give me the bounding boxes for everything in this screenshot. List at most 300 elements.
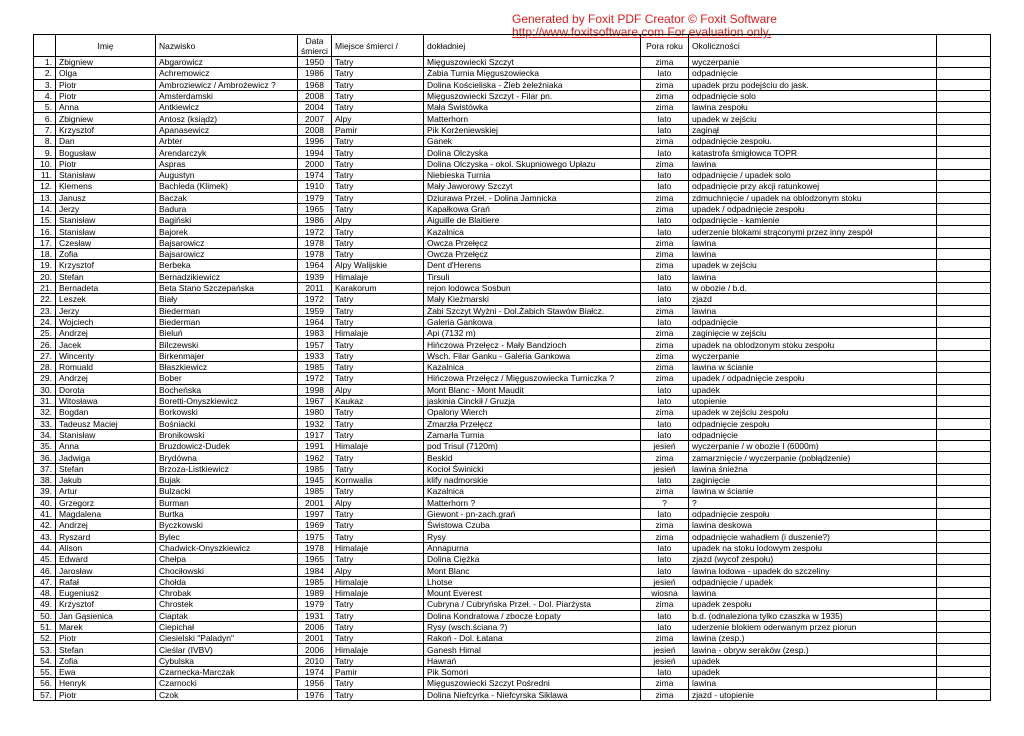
- season-cell: lato: [641, 124, 689, 135]
- row-number-cell: 13.: [34, 192, 56, 203]
- first-name-cell: Piotr: [56, 79, 156, 90]
- row-number-cell: 47.: [34, 576, 56, 587]
- details-cell: Beskid: [424, 452, 641, 463]
- first-name-cell: Zofia: [56, 655, 156, 666]
- circumstances-cell: lawina lodowa - upadek do szczeliny: [689, 565, 937, 576]
- details-cell: klify nadmorskie: [424, 474, 641, 485]
- details-cell: Rakoń - Dol. Łatana: [424, 633, 641, 644]
- place-cell: Himalaje: [332, 271, 424, 282]
- details-cell: Matterhorn: [424, 113, 641, 124]
- circumstances-cell: lawina: [689, 587, 937, 598]
- row-number-cell: 15.: [34, 215, 56, 226]
- place-cell: Tatry: [332, 249, 424, 260]
- extra-cell: [937, 271, 991, 282]
- extra-cell: [937, 508, 991, 519]
- table-row: [34, 57, 991, 68]
- row-number-cell: 16.: [34, 226, 56, 237]
- row-number-cell: 34.: [34, 429, 56, 440]
- surname-cell: Bajsarowicz: [156, 237, 298, 248]
- row-number-cell: 32.: [34, 407, 56, 418]
- season-cell: lato: [641, 474, 689, 485]
- circumstances-cell: lawina: [689, 271, 937, 282]
- extra-cell: [937, 474, 991, 485]
- first-name-cell: Zbigniew: [56, 113, 156, 124]
- place-cell: Kornwalia: [332, 474, 424, 485]
- row-number-cell: 3.: [34, 79, 56, 90]
- season-cell: lato: [641, 610, 689, 621]
- extra-cell: [937, 452, 991, 463]
- place-cell: Himalaje: [332, 644, 424, 655]
- first-name-cell: Zbigniew: [56, 57, 156, 68]
- row-number-cell: 19.: [34, 260, 56, 271]
- place-cell: Tatry: [332, 621, 424, 632]
- season-cell: jesień: [641, 576, 689, 587]
- circumstances-cell: odpadnięcie: [689, 316, 937, 327]
- season-cell: ?: [641, 497, 689, 508]
- details-cell: Mała Świstówka: [424, 102, 641, 113]
- details-cell: Żabi Szczyt Wyżni - Dol.Żabich Stawów Białcz.: [424, 305, 641, 316]
- surname-cell: Boretti-Onyszkiewicz: [156, 395, 298, 406]
- table-row: [34, 576, 991, 587]
- extra-cell: [937, 226, 991, 237]
- row-number-cell: 25.: [34, 328, 56, 339]
- surname-cell: Amsterdamski: [156, 90, 298, 101]
- place-cell: Tatry: [332, 226, 424, 237]
- table-row: [34, 610, 991, 621]
- season-cell: lato: [641, 621, 689, 632]
- row-number-cell: 42.: [34, 520, 56, 531]
- details-cell: Kocioł Świnicki: [424, 463, 641, 474]
- extra-cell: [937, 689, 991, 700]
- death-year-cell: 1972: [298, 226, 332, 237]
- header-death-date-line1: Data: [305, 35, 324, 46]
- place-cell: Tatry: [332, 508, 424, 519]
- surname-cell: Beta Stano Szczepańska: [156, 282, 298, 293]
- surname-cell: Apanasewicz: [156, 124, 298, 135]
- first-name-cell: Klemens: [56, 181, 156, 192]
- row-number-cell: 5.: [34, 102, 56, 113]
- details-cell: Rysy: [424, 531, 641, 542]
- extra-cell: [937, 520, 991, 531]
- death-year-cell: 1989: [298, 587, 332, 598]
- details-cell: Zmarzła Przełęcz: [424, 418, 641, 429]
- place-cell: Tatry: [332, 102, 424, 113]
- place-cell: Himalaje: [332, 542, 424, 553]
- death-year-cell: 2000: [298, 158, 332, 169]
- season-cell: zima: [641, 486, 689, 497]
- table-row: [34, 90, 991, 101]
- details-cell: Pik Somori: [424, 667, 641, 678]
- first-name-cell: Artur: [56, 486, 156, 497]
- death-year-cell: 1967: [298, 395, 332, 406]
- details-cell: Hińczowa Przełęcz / Mięguszowiecka Turniczka ?: [424, 373, 641, 384]
- place-cell: Tatry: [332, 350, 424, 361]
- circumstances-cell: odpadnięcie - kamienie: [689, 215, 937, 226]
- place-cell: Tatry: [332, 452, 424, 463]
- first-name-cell: Jarosław: [56, 565, 156, 576]
- place-cell: Tatry: [332, 147, 424, 158]
- row-number-cell: 46.: [34, 565, 56, 576]
- season-cell: zima: [641, 237, 689, 248]
- season-cell: zima: [641, 192, 689, 203]
- place-cell: Tatry: [332, 192, 424, 203]
- circumstances-cell: upadek przu podejściu do jask.: [689, 79, 937, 90]
- table-row: [34, 249, 991, 260]
- table-row: [34, 169, 991, 180]
- season-cell: lato: [641, 429, 689, 440]
- place-cell: Tatry: [332, 520, 424, 531]
- surname-cell: Bruzdowicz-Dudek: [156, 441, 298, 452]
- first-name-cell: Olga: [56, 68, 156, 79]
- death-year-cell: 1979: [298, 599, 332, 610]
- circumstances-cell: katastrofa śmigłowca TOPR: [689, 147, 937, 158]
- place-cell: Alpy: [332, 565, 424, 576]
- table-row: [34, 429, 991, 440]
- first-name-cell: Piotr: [56, 689, 156, 700]
- table-row: [34, 102, 991, 113]
- details-cell: Lhotse: [424, 576, 641, 587]
- row-number-cell: 37.: [34, 463, 56, 474]
- row-number-cell: 49.: [34, 599, 56, 610]
- first-name-cell: Romuald: [56, 362, 156, 373]
- surname-cell: Ciaptak: [156, 610, 298, 621]
- first-name-cell: Eugeniusz: [56, 587, 156, 598]
- first-name-cell: Leszek: [56, 294, 156, 305]
- details-cell: Opalony Wierch: [424, 407, 641, 418]
- place-cell: Alpy: [332, 497, 424, 508]
- death-year-cell: 1965: [298, 203, 332, 214]
- death-year-cell: 1945: [298, 474, 332, 485]
- surname-cell: Burman: [156, 497, 298, 508]
- death-year-cell: 2004: [298, 102, 332, 113]
- first-name-cell: Czesław: [56, 237, 156, 248]
- extra-cell: [937, 260, 991, 271]
- circumstances-cell: odpadnięcie przy akcji ratunkowej: [689, 181, 937, 192]
- first-name-cell: Zofia: [56, 249, 156, 260]
- place-cell: Tatry: [332, 169, 424, 180]
- season-cell: zima: [641, 90, 689, 101]
- season-cell: jesień: [641, 441, 689, 452]
- row-number-cell: 2.: [34, 68, 56, 79]
- death-year-cell: 2001: [298, 497, 332, 508]
- season-cell: zima: [641, 531, 689, 542]
- circumstances-cell: lawina (zesp.): [689, 633, 937, 644]
- row-number-cell: 55.: [34, 667, 56, 678]
- table-row: [34, 531, 991, 542]
- watermark-link[interactable]: http://www.foxitsoftware.com For evaluation only.: [512, 25, 772, 39]
- header-first-name: Imię: [56, 35, 156, 57]
- death-year-cell: 1969: [298, 520, 332, 531]
- place-cell: Alpy Walijskie: [332, 260, 424, 271]
- table-row: [34, 463, 991, 474]
- death-year-cell: 1956: [298, 678, 332, 689]
- circumstances-cell: upadek: [689, 655, 937, 666]
- circumstances-cell: upadek na stoku lodowym zespołu: [689, 542, 937, 553]
- place-cell: Alpy: [332, 384, 424, 395]
- place-cell: Tatry: [332, 136, 424, 147]
- death-year-cell: 1997: [298, 508, 332, 519]
- death-year-cell: 1964: [298, 260, 332, 271]
- first-name-cell: Andrzej: [56, 373, 156, 384]
- circumstances-cell: lawina w ścianie: [689, 486, 937, 497]
- details-cell: Owcza Przełęcz: [424, 249, 641, 260]
- extra-cell: [937, 395, 991, 406]
- extra-cell: [937, 441, 991, 452]
- first-name-cell: Stanisław: [56, 429, 156, 440]
- surname-cell: Antkiewicz: [156, 102, 298, 113]
- first-name-cell: Dan: [56, 136, 156, 147]
- details-cell: Zamarła Turnia: [424, 429, 641, 440]
- death-year-cell: 1917: [298, 429, 332, 440]
- extra-cell: [937, 215, 991, 226]
- circumstances-cell: odpadnięcie wahadłem (i duszenie?): [689, 531, 937, 542]
- circumstances-cell: zamarznięcie / wyczerpanie (pobłądzenie): [689, 452, 937, 463]
- first-name-cell: Henryk: [56, 678, 156, 689]
- table-row: [34, 441, 991, 452]
- season-cell: zima: [641, 158, 689, 169]
- season-cell: zima: [641, 689, 689, 700]
- season-cell: lato: [641, 316, 689, 327]
- table-row: [34, 350, 991, 361]
- table-row: [34, 655, 991, 666]
- death-year-cell: 1968: [298, 79, 332, 90]
- extra-cell: [937, 373, 991, 384]
- header-extra: [937, 35, 991, 57]
- death-year-cell: 1985: [298, 362, 332, 373]
- first-name-cell: Marek: [56, 621, 156, 632]
- season-cell: lato: [641, 294, 689, 305]
- details-cell: Mały Jaworowy Szczyt: [424, 181, 641, 192]
- place-cell: Tatry: [332, 407, 424, 418]
- circumstances-cell: utopienie: [689, 395, 937, 406]
- first-name-cell: Krzysztof: [56, 260, 156, 271]
- details-cell: Niebieska Turnia: [424, 169, 641, 180]
- table-row: [34, 667, 991, 678]
- extra-cell: [937, 655, 991, 666]
- extra-cell: [937, 203, 991, 214]
- surname-cell: Aspras: [156, 158, 298, 169]
- row-number-cell: 14.: [34, 203, 56, 214]
- row-number-cell: 22.: [34, 294, 56, 305]
- row-number-cell: 56.: [34, 678, 56, 689]
- circumstances-cell: odpadnięcie / upadek: [689, 576, 937, 587]
- row-number-cell: 29.: [34, 373, 56, 384]
- row-number-cell: 36.: [34, 452, 56, 463]
- death-year-cell: 1959: [298, 305, 332, 316]
- table-row: [34, 124, 991, 135]
- circumstances-cell: upadek zespołu: [689, 599, 937, 610]
- surname-cell: Abgarowicz: [156, 57, 298, 68]
- first-name-cell: Bogdan: [56, 407, 156, 418]
- death-year-cell: 1965: [298, 554, 332, 565]
- row-number-cell: 24.: [34, 316, 56, 327]
- place-cell: Karakorum: [332, 282, 424, 293]
- first-name-cell: Bogusław: [56, 147, 156, 158]
- surname-cell: Bachleda (Klimek): [156, 181, 298, 192]
- place-cell: Tatry: [332, 339, 424, 350]
- details-cell: Api (7132 m): [424, 328, 641, 339]
- circumstances-cell: zaginięcie w zejściu: [689, 328, 937, 339]
- surname-cell: Baczak: [156, 192, 298, 203]
- surname-cell: Chociłowski: [156, 565, 298, 576]
- first-name-cell: Piotr: [56, 90, 156, 101]
- row-number-cell: 18.: [34, 249, 56, 260]
- first-name-cell: Stefan: [56, 644, 156, 655]
- details-cell: Dolina Kondratowa / zbocze Łopaty: [424, 610, 641, 621]
- surname-cell: Chełpa: [156, 554, 298, 565]
- row-number-cell: 11.: [34, 169, 56, 180]
- row-number-cell: 4.: [34, 90, 56, 101]
- circumstances-cell: zaginął: [689, 124, 937, 135]
- extra-cell: [937, 610, 991, 621]
- table-row: [34, 68, 991, 79]
- place-cell: Alpy: [332, 215, 424, 226]
- extra-cell: [937, 57, 991, 68]
- place-cell: Tatry: [332, 373, 424, 384]
- details-cell: Dolina Olczyska: [424, 147, 641, 158]
- table-row: [34, 678, 991, 689]
- death-year-cell: 1985: [298, 576, 332, 587]
- surname-cell: Bajorek: [156, 226, 298, 237]
- extra-cell: [937, 418, 991, 429]
- details-cell: Kazalnica: [424, 362, 641, 373]
- surname-cell: Chrobak: [156, 587, 298, 598]
- circumstances-cell: wyczerpanie: [689, 57, 937, 68]
- extra-cell: [937, 79, 991, 90]
- table-row: [34, 542, 991, 553]
- table-row: [34, 508, 991, 519]
- death-year-cell: 1932: [298, 418, 332, 429]
- first-name-cell: Ewa: [56, 667, 156, 678]
- place-cell: Tatry: [332, 554, 424, 565]
- death-year-cell: 2008: [298, 124, 332, 135]
- death-year-cell: 2007: [298, 113, 332, 124]
- first-name-cell: Witosława: [56, 395, 156, 406]
- season-cell: lato: [641, 226, 689, 237]
- first-name-cell: Stanisław: [56, 215, 156, 226]
- details-cell: Dolina Ciężka: [424, 554, 641, 565]
- death-year-cell: 1978: [298, 237, 332, 248]
- circumstances-cell: lawina: [689, 237, 937, 248]
- table-row: [34, 192, 991, 203]
- season-cell: lato: [641, 554, 689, 565]
- place-cell: Tatry: [332, 678, 424, 689]
- table-row: [34, 373, 991, 384]
- season-cell: zima: [641, 678, 689, 689]
- details-cell: Hińczowa Przełęcz - Mały Bandzioch: [424, 339, 641, 350]
- header-death-date-line2: śmierci: [301, 45, 328, 56]
- death-year-cell: 1983: [298, 328, 332, 339]
- first-name-cell: Ryszard: [56, 531, 156, 542]
- extra-cell: [937, 644, 991, 655]
- extra-cell: [937, 362, 991, 373]
- extra-cell: [937, 407, 991, 418]
- death-year-cell: 1994: [298, 147, 332, 158]
- first-name-cell: Piotr: [56, 158, 156, 169]
- surname-cell: Ciesielski "Paladyn": [156, 633, 298, 644]
- extra-cell: [937, 339, 991, 350]
- death-year-cell: 1978: [298, 249, 332, 260]
- place-cell: Tatry: [332, 90, 424, 101]
- death-year-cell: 1939: [298, 271, 332, 282]
- table-row: [34, 520, 991, 531]
- row-number-cell: 10.: [34, 158, 56, 169]
- season-cell: lato: [641, 147, 689, 158]
- death-year-cell: 1980: [298, 407, 332, 418]
- first-name-cell: Bernadeta: [56, 282, 156, 293]
- extra-cell: [937, 587, 991, 598]
- death-year-cell: 1972: [298, 294, 332, 305]
- header-circumstances: Okoliczności: [689, 35, 937, 57]
- surname-cell: Bilczewski: [156, 339, 298, 350]
- row-number-cell: 57.: [34, 689, 56, 700]
- header-row: [34, 35, 991, 57]
- death-year-cell: 1974: [298, 169, 332, 180]
- place-cell: Tatry: [332, 633, 424, 644]
- table-row: [34, 554, 991, 565]
- season-cell: zima: [641, 260, 689, 271]
- details-cell: Ganesh Himal: [424, 644, 641, 655]
- death-year-cell: 1933: [298, 350, 332, 361]
- extra-cell: [937, 576, 991, 587]
- header-death-date: [298, 35, 332, 57]
- details-cell: Tirsuli: [424, 271, 641, 282]
- surname-cell: Achremowicz: [156, 68, 298, 79]
- details-cell: Mięguszowiecki Szczyt - Filar pn.: [424, 90, 641, 101]
- row-number-cell: 53.: [34, 644, 56, 655]
- surname-cell: Burtka: [156, 508, 298, 519]
- surname-cell: Arendarczyk: [156, 147, 298, 158]
- place-cell: Tatry: [332, 486, 424, 497]
- place-cell: Tatry: [332, 158, 424, 169]
- table-row: [34, 384, 991, 395]
- season-cell: zima: [641, 136, 689, 147]
- row-number-cell: 39.: [34, 486, 56, 497]
- table-row: [34, 599, 991, 610]
- extra-cell: [937, 249, 991, 260]
- season-cell: zima: [641, 362, 689, 373]
- extra-cell: [937, 633, 991, 644]
- place-cell: Tatry: [332, 316, 424, 327]
- details-cell: Galeria Gankowa: [424, 316, 641, 327]
- row-number-cell: 28.: [34, 362, 56, 373]
- extra-cell: [937, 237, 991, 248]
- row-number-cell: 26.: [34, 339, 56, 350]
- row-number-cell: 6.: [34, 113, 56, 124]
- row-number-cell: 17.: [34, 237, 56, 248]
- table-row: [34, 282, 991, 293]
- place-cell: Tatry: [332, 68, 424, 79]
- circumstances-cell: w obozie / b.d.: [689, 282, 937, 293]
- header-details: dokładniej: [424, 35, 641, 57]
- first-name-cell: Krzysztof: [56, 124, 156, 135]
- details-cell: Pik Korżeniewskiej: [424, 124, 641, 135]
- surname-cell: Bylec: [156, 531, 298, 542]
- details-cell: jaskinia Cinckił / Gruzja: [424, 395, 641, 406]
- surname-cell: Cybulska: [156, 655, 298, 666]
- surname-cell: Brzoza-Listkiewicz: [156, 463, 298, 474]
- place-cell: Tatry: [332, 57, 424, 68]
- details-cell: Mięguszowiecki Szczyt Pośredni: [424, 678, 641, 689]
- surname-cell: Chadwick-Onyszkiewicz: [156, 542, 298, 553]
- first-name-cell: Anna: [56, 441, 156, 452]
- extra-cell: [937, 158, 991, 169]
- circumstances-cell: odpadnięcie: [689, 429, 937, 440]
- circumstances-cell: upadek: [689, 384, 937, 395]
- season-cell: lato: [641, 508, 689, 519]
- season-cell: lato: [641, 565, 689, 576]
- row-number-cell: 52.: [34, 633, 56, 644]
